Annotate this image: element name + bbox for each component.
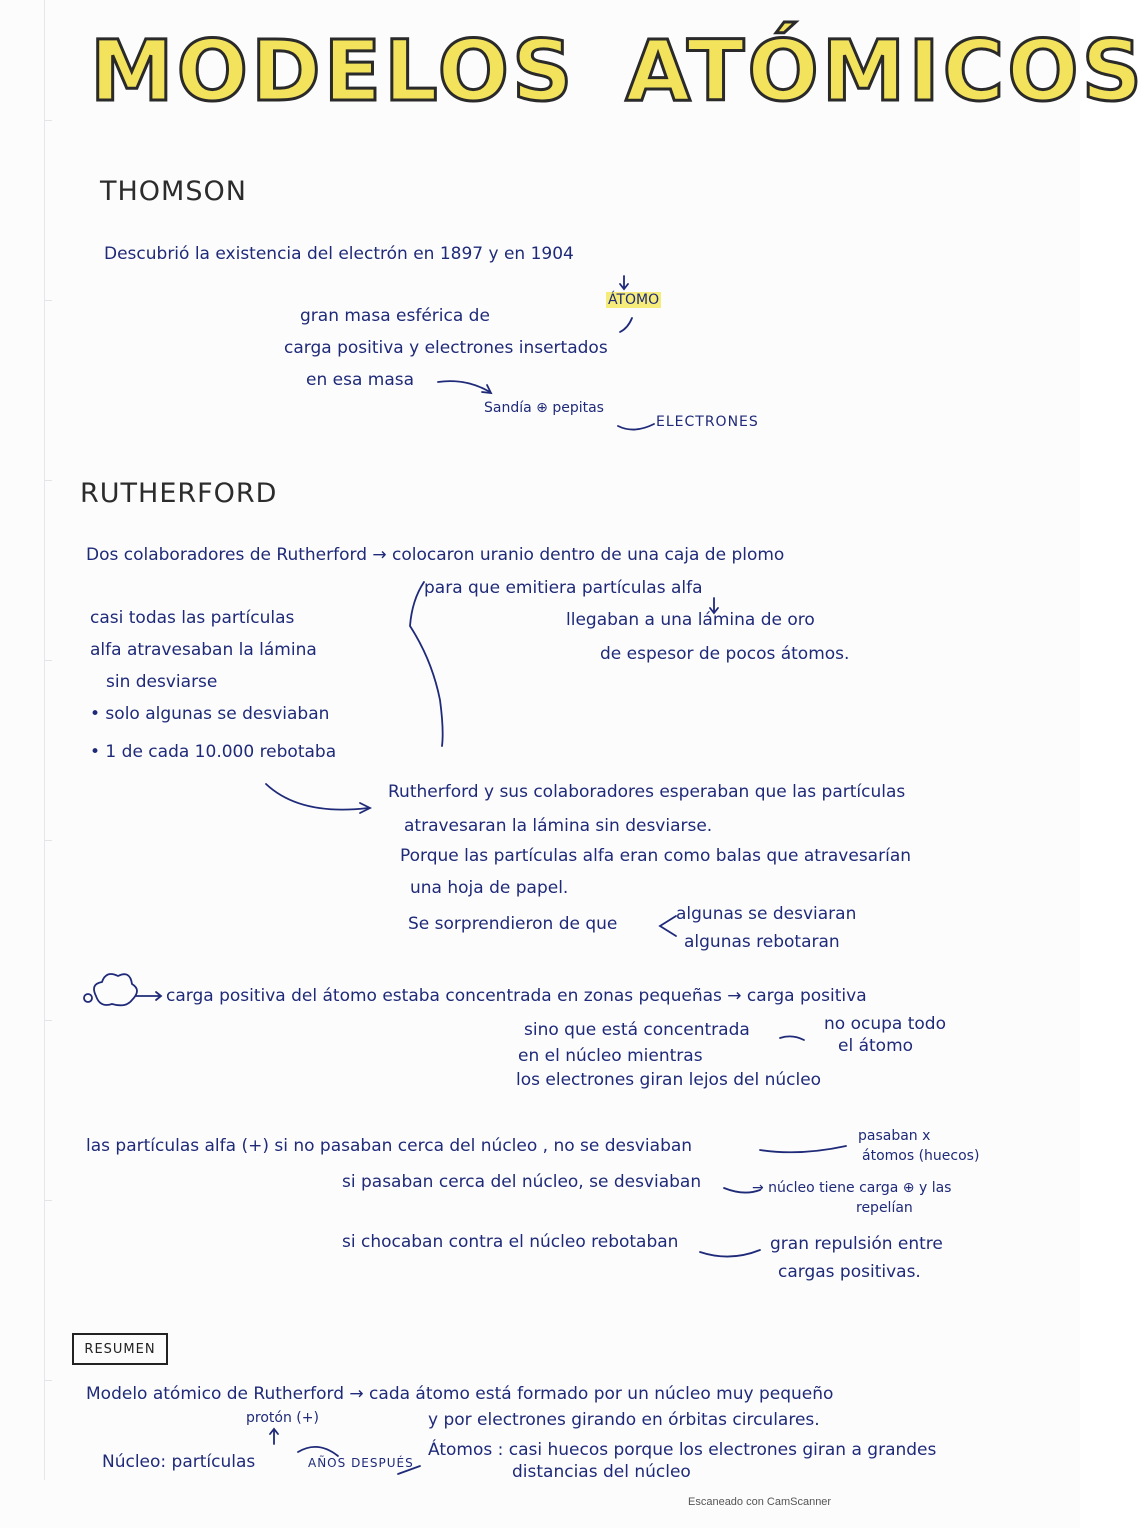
- arrow-curve-icon: [724, 1188, 760, 1193]
- cloud-icon: [94, 974, 137, 1005]
- expectation-5: Se sorprendieron de que: [408, 914, 618, 934]
- resumen-nucleo: Núcleo: partículas: [102, 1452, 256, 1472]
- rutherford-line-4: de espesor de pocos átomos.: [600, 644, 850, 664]
- conclusion-3: en el núcleo mientras: [518, 1046, 703, 1066]
- particles-nucleus-2: repelían: [856, 1200, 913, 1216]
- resumen-anos-despues: AÑOS DESPUÉS: [308, 1456, 414, 1470]
- thomson-model-3: en esa masa: [306, 370, 415, 390]
- thomson-line-1: Descubrió la existencia del electrón en 1897 y en 1904: [104, 244, 574, 264]
- arrow-curve-icon: [618, 424, 654, 430]
- observation-2: alfa atravesaban la lámina: [90, 640, 317, 660]
- arrow-curve-icon: [266, 784, 368, 810]
- arrow-curve-icon: [620, 318, 632, 332]
- observation-4: • solo algunas se desviaban: [90, 704, 330, 724]
- thomson-heading: THOMSON: [100, 176, 247, 207]
- atomo-highlight: ÁTOMO: [608, 292, 660, 308]
- arrow-left-icon: [780, 1036, 804, 1040]
- rutherford-heading: RUTHERFORD: [80, 478, 278, 509]
- brace-icon: [410, 582, 443, 746]
- expectation-4: una hoja de papel.: [410, 878, 569, 898]
- particles-pass-1: pasaban x: [858, 1128, 931, 1144]
- arrow-curve-icon: [760, 1146, 846, 1152]
- electrones-label: ELECTRONES: [656, 414, 759, 430]
- conclusion-1: carga positiva del átomo estaba concentrada en zonas pequeñas → carga positiva: [166, 986, 867, 1006]
- expectation-1: Rutherford y sus colaboradores esperaban que las partículas: [388, 782, 906, 802]
- rutherford-line-2: para que emitiera partículas alfa: [424, 578, 703, 598]
- fork-arrow-icon: [660, 916, 676, 936]
- resumen-box: RESUMEN: [72, 1333, 168, 1365]
- expectation-6: algunas se desviaran: [676, 904, 857, 924]
- particles-line-3: si chocaban contra el núcleo rebotaban: [342, 1232, 679, 1252]
- particles-line-2: si pasaban cerca del núcleo, se desviaban: [342, 1172, 702, 1192]
- particles-nucleus-1: → núcleo tiene carga ⊕ y las: [752, 1180, 952, 1196]
- resumen-line-4: distancias del núcleo: [512, 1462, 691, 1482]
- thomson-model-2: carga positiva y electrones insertados: [284, 338, 608, 358]
- observation-3: sin desviarse: [106, 672, 218, 692]
- arrow-curve-icon: [298, 1447, 338, 1456]
- particles-repulsion-1: gran repulsión entre: [770, 1234, 943, 1254]
- conclusion-6: el átomo: [838, 1036, 914, 1056]
- thomson-model-1: gran masa esférica de: [300, 306, 490, 326]
- particles-pass-2: átomos (huecos): [862, 1148, 980, 1164]
- resumen-line-1: Modelo atómico de Rutherford → cada átomo está formado por un núcleo muy pequeño: [86, 1384, 834, 1404]
- rutherford-line-1: Dos colaboradores de Rutherford → colocaron uranio dentro de una caja de plomo: [86, 545, 785, 565]
- arrow-curve-icon: [700, 1250, 760, 1257]
- particles-repulsion-2: cargas positivas.: [778, 1262, 921, 1282]
- rutherford-line-3: llegaban a una lámina de oro: [566, 610, 815, 630]
- observation-5: • 1 de cada 10.000 rebotaba: [90, 742, 337, 762]
- conclusion-2: sino que está concentrada: [524, 1020, 750, 1040]
- expectation-7: algunas rebotaran: [684, 932, 840, 952]
- conclusion-5: no ocupa todo: [824, 1014, 946, 1034]
- resumen-line-3: Átomos : casi huecos porque los electrones giran a grandes: [428, 1440, 937, 1460]
- expectation-3: Porque las partículas alfa eran como balas que atravesarían: [400, 846, 912, 866]
- scanner-watermark: Escaneado con CamScanner: [688, 1496, 832, 1508]
- sandia-pepitas: Sandía ⊕ pepitas: [484, 400, 604, 416]
- arrow-right-icon: [438, 381, 490, 392]
- expectation-2: atravesaran la lámina sin desviarse.: [404, 816, 713, 836]
- resumen-proton: protón (+): [246, 1410, 319, 1426]
- conclusion-4: los electrones giran lejos del núcleo: [516, 1070, 822, 1090]
- title-word-atomicos: ATÓMICOS: [625, 22, 1145, 120]
- title-word-modelos: MODELOS: [90, 22, 576, 120]
- resumen-line-2: y por electrones girando en órbitas circulares.: [428, 1410, 820, 1430]
- observation-1: casi todas las partículas: [90, 608, 295, 628]
- particles-line-1: las partículas alfa (+) si no pasaban cerca del núcleo , no se desviaban: [86, 1136, 693, 1156]
